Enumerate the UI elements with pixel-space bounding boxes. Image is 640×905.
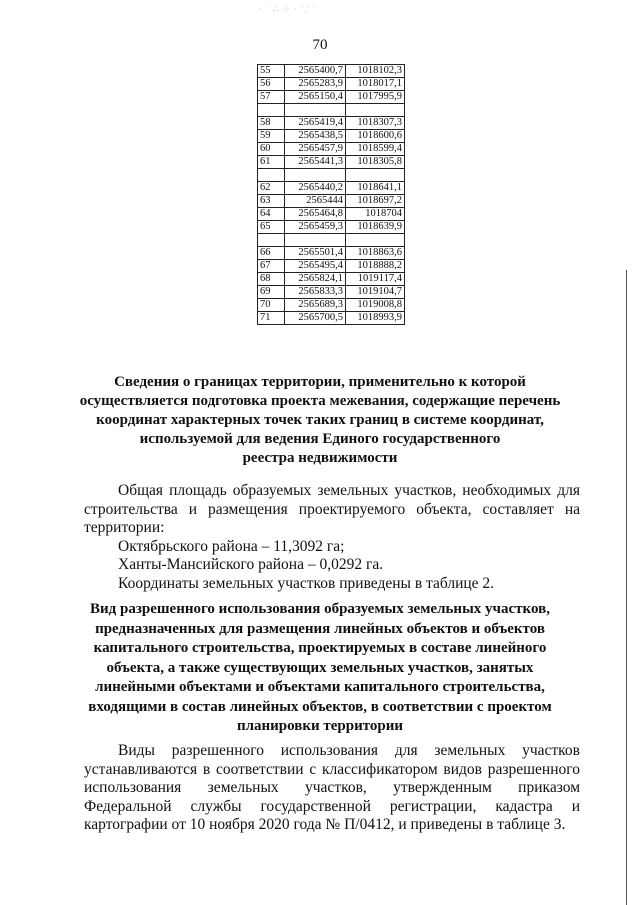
point-number-cell: 55 — [258, 65, 285, 78]
empty-cell — [258, 234, 285, 247]
y-coordinate-cell: 1018697,2 — [346, 195, 405, 208]
heading-line: реестра недвижимости — [242, 450, 398, 466]
table-row — [258, 299, 405, 312]
table-row — [258, 221, 405, 234]
coordinates-table — [257, 64, 405, 325]
point-number-cell: 60 — [258, 143, 285, 156]
area-paragraph-block — [84, 482, 580, 593]
x-coordinate-cell: 2565400,7 — [285, 65, 346, 78]
y-coordinate-cell: 1018017,1 — [346, 78, 405, 91]
point-number-cell: 59 — [258, 130, 285, 143]
heading-line: линейными объектами и объектами капитального строительства, — [95, 679, 545, 695]
x-coordinate-cell: 2565689,3 — [285, 299, 346, 312]
table-row — [258, 91, 405, 104]
empty-cell — [258, 169, 285, 182]
permitted-use-paragraph-block — [84, 742, 580, 835]
x-coordinate-cell: 2565464,8 — [285, 208, 346, 221]
point-number-cell: 69 — [258, 286, 285, 299]
area-item-khanty-mansiysky: Ханты-Мансийского района – 0,0292 га. — [118, 556, 384, 573]
y-coordinate-cell: 1018863,6 — [346, 247, 405, 260]
heading-line: входящими в состав линейных объектов, в соответствии с проектом — [88, 698, 552, 715]
table-row — [258, 65, 405, 78]
point-number-cell: 64 — [258, 208, 285, 221]
x-coordinate-cell: 2565438,5 — [285, 130, 346, 143]
table-row — [258, 286, 405, 299]
x-coordinate-cell: 2565441,3 — [285, 156, 346, 169]
x-coordinate-cell: 2565459,3 — [285, 221, 346, 234]
point-number-cell: 70 — [258, 299, 285, 312]
table-separator-row — [258, 104, 405, 117]
empty-cell — [346, 234, 405, 247]
point-number-cell: 67 — [258, 260, 285, 273]
x-coordinate-cell: 2565419,4 — [285, 117, 346, 130]
y-coordinate-cell: 1019117,4 — [346, 273, 405, 286]
heading-line: осуществляется подготовка проекта межевания, содержащие перечень — [79, 393, 561, 409]
y-coordinate-cell: 1018307,3 — [346, 117, 405, 130]
point-number-cell: 65 — [258, 221, 285, 234]
heading-line: капитального строительства, проектируемых в составе линейного — [93, 640, 547, 656]
y-coordinate-cell: 1019008,8 — [346, 299, 405, 312]
heading-line: используемой для ведения Единого государственного — [139, 431, 501, 447]
table-reference-note: Координаты земельных участков приведены в таблице 2. — [118, 574, 495, 592]
y-coordinate-cell: 1018599,4 — [346, 143, 405, 156]
x-coordinate-cell: 2565150,4 — [285, 91, 346, 104]
y-coordinate-cell: 1018305,8 — [346, 156, 405, 169]
empty-cell — [346, 104, 405, 117]
x-coordinate-cell: 2565501,4 — [285, 247, 346, 260]
section-heading-boundaries — [60, 373, 580, 468]
heading-line: координат характерных точек таких границ в системе координат, — [96, 412, 544, 428]
empty-cell — [258, 104, 285, 117]
area-item-oktyabrsky: Октябрьского района – 11,3092 га; — [118, 537, 345, 555]
point-number-cell: 68 — [258, 273, 285, 286]
page-edge-line — [626, 270, 627, 905]
x-coordinate-cell: 2565457,9 — [285, 143, 346, 156]
y-coordinate-cell: 1019104,7 — [346, 286, 405, 299]
table-row — [258, 260, 405, 273]
point-number-cell: 71 — [258, 312, 285, 325]
x-coordinate-cell: 2565283,9 — [285, 78, 346, 91]
scan-artifact: · ˙ ∴ ⁘ · ⸪ ˙ — [258, 4, 318, 14]
page-number: 70 — [312, 37, 328, 53]
y-coordinate-cell: 1018704 — [346, 208, 405, 221]
table-row — [258, 247, 405, 260]
heading-line: предназначенных для размещения линейных объектов и объектов — [95, 620, 545, 637]
heading-line: Сведения о границах территории, применительно к которой — [114, 374, 526, 390]
table-row — [258, 312, 405, 325]
table-row — [258, 182, 405, 195]
table-separator-row — [258, 169, 405, 182]
table-row — [258, 273, 405, 286]
point-number-cell: 57 — [258, 91, 285, 104]
point-number-cell: 63 — [258, 195, 285, 208]
table-row — [258, 78, 405, 91]
heading-line: объекта, а также существующих земельных участков, занятых — [106, 659, 534, 676]
area-paragraph: Общая площадь образуемых земельных участков, необходимых для строительства и размещения проектируемого объекта, составляет на территории: — [84, 482, 580, 536]
y-coordinate-cell: 1018102,3 — [346, 65, 405, 78]
y-coordinate-cell: 1018888,2 — [346, 260, 405, 273]
point-number-cell: 61 — [258, 156, 285, 169]
table-row — [258, 195, 405, 208]
y-coordinate-cell: 1017995,9 — [346, 91, 405, 104]
y-coordinate-cell: 1018641,1 — [346, 182, 405, 195]
empty-cell — [285, 234, 346, 247]
section-heading-permitted-use — [55, 600, 585, 737]
x-coordinate-cell: 2565440,2 — [285, 182, 346, 195]
point-number-cell: 56 — [258, 78, 285, 91]
empty-cell — [285, 169, 346, 182]
table-row — [258, 130, 405, 143]
heading-line: Вид разрешенного использования образуемых земельных участков, — [90, 601, 550, 617]
permitted-use-paragraph: Виды разрешенного использования для земельных участков устанавливаются в соответствии с классификатором видов разрешенного использования земельных участков, утвержденным приказом Федеральной службы государственной регистрации, кадастра и картографии от 10 ноября 2020 года № П/0412, и приведены в таблице 3. — [84, 742, 580, 833]
point-number-cell: 58 — [258, 117, 285, 130]
x-coordinate-cell: 2565833,3 — [285, 286, 346, 299]
y-coordinate-cell: 1018993,9 — [346, 312, 405, 325]
x-coordinate-cell: 2565824,1 — [285, 273, 346, 286]
point-number-cell: 62 — [258, 182, 285, 195]
table-row — [258, 156, 405, 169]
heading-line: планировки территории — [236, 718, 404, 734]
y-coordinate-cell: 1018639,9 — [346, 221, 405, 234]
table-row — [258, 143, 405, 156]
table-row — [258, 117, 405, 130]
empty-cell — [346, 169, 405, 182]
table-separator-row — [258, 234, 405, 247]
empty-cell — [285, 104, 346, 117]
x-coordinate-cell: 2565444 — [285, 195, 346, 208]
x-coordinate-cell: 2565700,5 — [285, 312, 346, 325]
table-row — [258, 208, 405, 221]
point-number-cell: 66 — [258, 247, 285, 260]
y-coordinate-cell: 1018600,6 — [346, 130, 405, 143]
x-coordinate-cell: 2565495,4 — [285, 260, 346, 273]
